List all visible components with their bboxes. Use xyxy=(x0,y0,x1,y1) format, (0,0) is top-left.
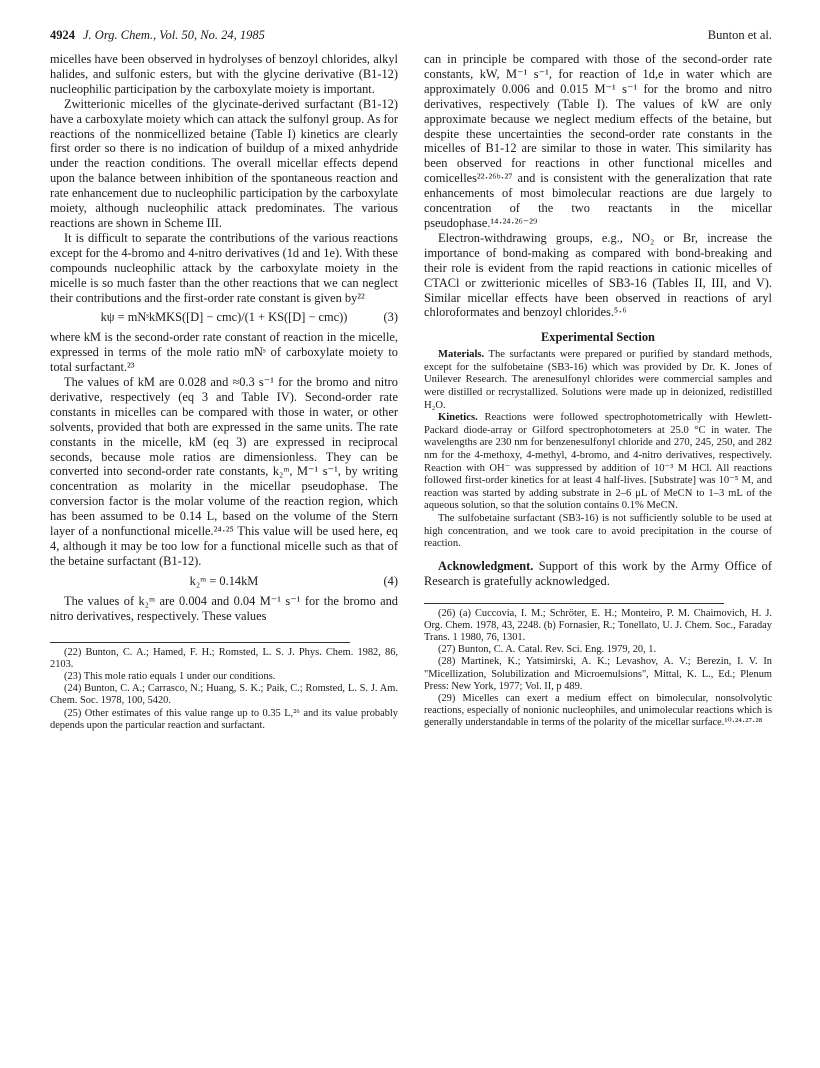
footnote: (24) Bunton, C. A.; Carrasco, N.; Huang, S. K.; Paik, C.; Romsted, L. S. J. Am. Chem. Soc. 1978, 100, 5420. xyxy=(50,683,398,707)
footnote: (28) Martinek, K.; Yatsimirski, A. K.; Levashov, A. V.; Berezin, I. V. In "Micellization, Solubilization and Microemulsions", Mittal, K. L., Ed.; Plenum Press: New York, 1977; Vol. II, p 489. xyxy=(424,656,772,692)
running-authors: Bunton et al. xyxy=(707,28,772,42)
paragraph-text: The surfactants were prepared or purified by standard methods, except for the sulfobetaine (SB3-16) which was provided by Dr. K. Jones of Unilever Research. The arenesulfonyl chlorides were commercial samples and were distilled or recrystallized. Solutions were made up in deionized, redistilled H₂O. xyxy=(424,349,772,411)
acknowledgment-paragraph xyxy=(424,559,772,589)
materials-paragraph xyxy=(424,349,772,412)
paragraph: Zwitterionic micelles of the glycinate-derived surfactant (B1-12) have a carboxylate moiety which can attack the sulfonyl group. As for reactions of the nonmicellized betaine (Table I) kinetics are clearly first order so there is no indication of buildup of a mixed anhydride under the reaction conditions. The overall micellar effects depend upon the balance between inhibition of the spontaneous reaction and rate enhancement due to nucleophilic participation by the carboxylate moiety, although nucleophilic attack predominates. The various reactions are shown in Scheme III. xyxy=(50,96,398,230)
paragraph-text: Support of this work by the Army Office of Research is gratefully acknowledged. xyxy=(424,558,772,588)
paragraph: It is difficult to separate the contributions of the various reactions except for the 4-bromo and 4-nitro derivatives (1d and 1e). With these compounds nucleophilic attack by the carboxylate moiety in the micelle is so much faster than the other reactions that we can neglect their contributions and the first-order rate constant is given by²² xyxy=(50,230,398,305)
section-heading: Experimental Section xyxy=(541,330,655,345)
equation-text: kψ = mNˢkMKS([D] − cmc)/(1 + KS([D] − cmc)) xyxy=(100,310,348,325)
equation-3 xyxy=(50,310,398,325)
left-column xyxy=(50,52,398,732)
paragraph: micelles have been observed in hydrolyses of benzoyl chlorides, alkyl halides, and sulfonic esters, but with the glycine derivative (B1-12) nucleophilic participation by the carboxylate moiety is important. xyxy=(50,52,398,96)
footnote: (22) Bunton, C. A.; Hamed, F. H.; Romsted, L. S. J. Phys. Chem. 1982, 86, 2103. xyxy=(50,646,398,670)
paragraph: Electron-withdrawing groups, e.g., NO₂ or Br, increase the importance of bond-making as compared with bond-breaking and their role is evident from the rapid reactions in cationic micelles of CTACl or zwitterionic micelles of SB3-16 (Tables II, III, and V). Similar micellar effects have been observed in reactions of aryl chloroformates and benzoyl chlorides.⁵·⁶ xyxy=(424,230,772,320)
equation-number: (4) xyxy=(383,573,398,588)
run-in-heading: Acknowledgment. xyxy=(438,558,534,573)
kinetics-paragraph xyxy=(424,412,772,513)
footnote: (26) (a) Cuccovia, I. M.; Schröter, E. H.; Monteiro, P. M. Chaimovich, H. J. Org. Chem. 1978, 43, 2248. (b) Fornasier, R.; Tonellato, U. J. Chem. Soc., Faraday Trans. 1 1980, 76, 1301. xyxy=(424,607,772,643)
footnote: (29) Micelles can exert a medium effect on bimolecular, nonsolvolytic reactions, especially of nonionic nucleophiles, and unimolecular reactions which is generally understandable in terms of the polarity of the micellar surface.¹⁰·²⁴·²⁷·²⁸ xyxy=(424,692,772,729)
paragraph: The sulfobetaine surfactant (SB3-16) is not sufficiently soluble to be used at high concentration, and we took care to avoid precipitation in the course of reaction. xyxy=(424,512,772,550)
footnote: (25) Other estimates of this value range up to 0.35 L,²⁶ and its value probably depends upon the particular reaction and surfactant. xyxy=(50,707,398,731)
paragraph: The values of k₂ᵐ are 0.004 and 0.04 M⁻¹ s⁻¹ for the bromo and nitro derivatives, respectively. These values xyxy=(50,593,398,623)
equation-4 xyxy=(50,574,398,589)
run-in-heading: Materials. xyxy=(438,349,485,361)
paragraph: The values of kM are 0.028 and ≈0.3 s⁻¹ for the bromo and nitro derivative, respectively (eq 3 and Table IV). Second-order rate constants in micelles can be compared with those in water, or other solvents, provided that both are expressed in the same units. The rate constants in the micelle, kM (eq 3) are expressed in reciprocal seconds, because mole ratios are dimensionless. They can be converted into second-order rate constants, k₂ᵐ, M⁻¹ s⁻¹, by writing concentration as molarity in the micellar pseudophase. The conversion factor is the molar volume of the reaction region, which has been assumed to be 0.14 L, based on the volume of the Stern layer of a nonfunctional micelle.²⁴·²⁵ This value will be used here, eq 4, although it may be too low for a functional micelle such as that of the betaine surfactant (B1-12). xyxy=(50,375,398,568)
footnote-rule xyxy=(424,603,724,604)
footnotes-right xyxy=(424,603,772,730)
equation-text: k₂ᵐ = 0.14kM xyxy=(189,573,259,588)
footnote: (23) This mole ratio equals 1 under our conditions. xyxy=(64,670,276,682)
run-in-heading: Kinetics. xyxy=(438,412,478,424)
page-number: 4924 xyxy=(50,28,75,42)
running-header xyxy=(50,28,772,48)
paragraph: where kM is the second-order rate constant of reaction in the micelle, expressed in terms of the mole ratio mNˢ of carboxylate moiety to total surfactant.²³ xyxy=(50,330,398,375)
paragraph-text: Reactions were followed spectrophotometrically with Hewlett-Packard diode-array or Gilford spectrophotometers at 25.0 °C in water. The wavelengths are 230 nm for benzenesulfonyl chloride and 270, 245, 250, and 282 nm for the 4-methoxy, 4-methyl, 4-bromo, and 4-nitro derivatives, respectively. Reaction with OH⁻ was suppressed by addition of 10⁻³ M HCl. All reactions followed first-order kinetics for at least 4 half-lives. [Substrate] was 10⁻⁵ M, and reaction was started by adding substrate in 2–6 μL of MeCN to 1–3 mL of the aqueous solution, so that the solution contains 0.1% MeCN. xyxy=(424,412,772,512)
footnote-rule xyxy=(50,642,350,643)
journal-citation: J. Org. Chem., Vol. 50, No. 24, 1985 xyxy=(83,28,265,42)
right-column xyxy=(424,52,772,730)
footnote: (27) Bunton, C. A. Catal. Rev. Sci. Eng. 1979, 20, 1. xyxy=(438,644,657,656)
footnotes-left xyxy=(50,642,398,732)
paragraph: can in principle be compared with those of the second-order rate constants, kW, M⁻¹ s⁻¹, for reaction of 1d,e in water which are approximately 0.006 and 0.015 M⁻¹ s⁻¹ for the bromo and nitro derivatives, respectively (Table I). The values of kW are only approximate because we neglect medium effects of the betaine, but despite these uncertainties the second-order rate constants in the micelles of B1-12 are similar to those in water. This similarity has been observed for reactions in other functional micelles and comicelles²²·²⁶ᵇ·²⁷ and is consistent with the generalization that rate enhancements of most bimolecular reactions are due largely to concentration of the two reactants in the micellar pseudophase.¹⁴·²⁴·²⁶⁻²⁹ xyxy=(424,52,772,230)
experimental-text xyxy=(424,349,772,551)
equation-number: (3) xyxy=(383,310,398,325)
